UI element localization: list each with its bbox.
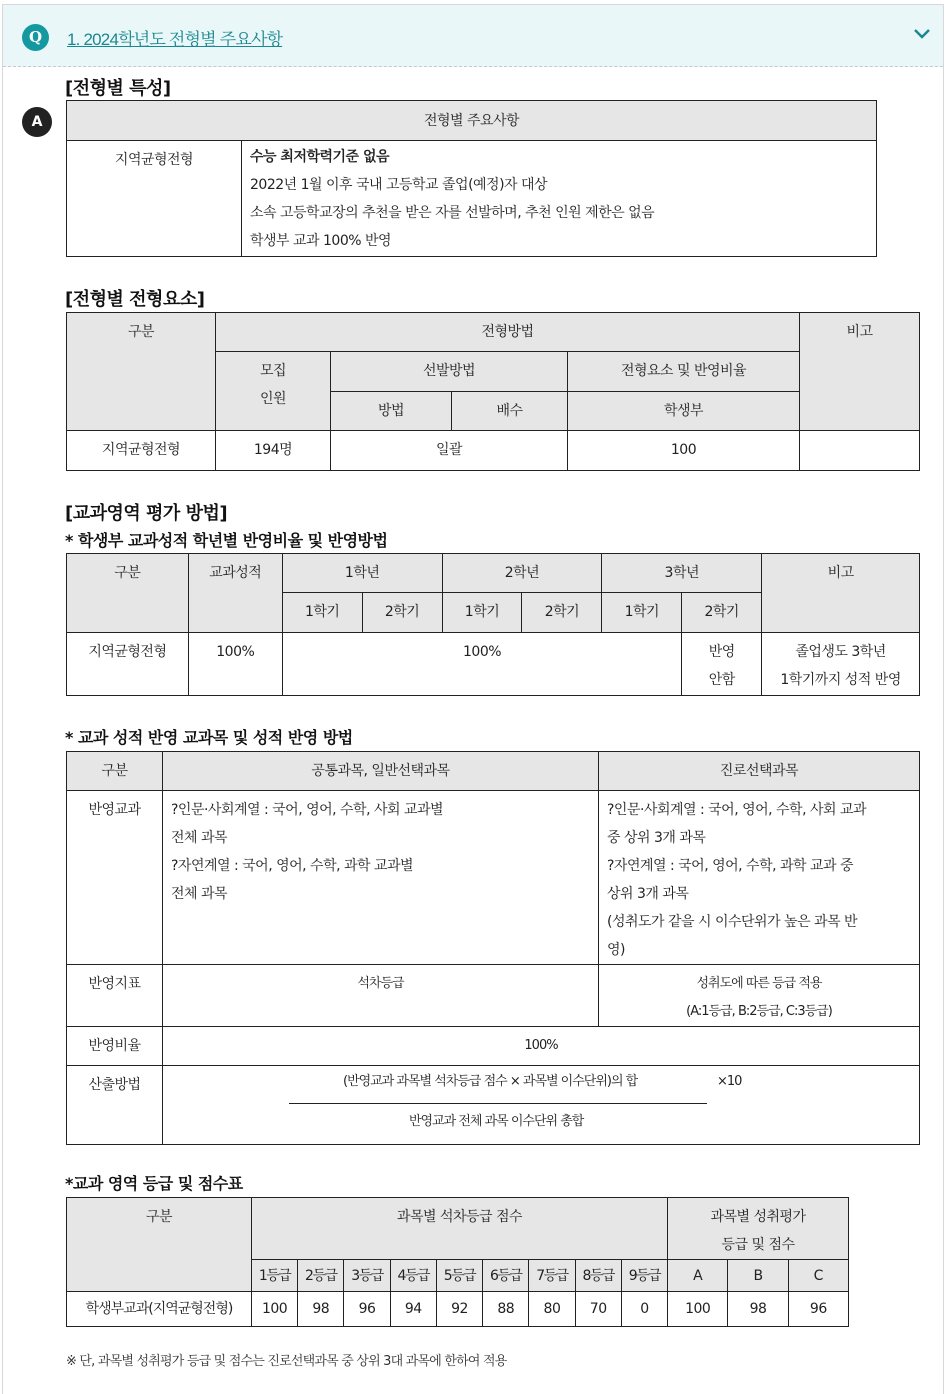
- content-line: 2022년 1월 이후 국내 고등학교 졸업(예정)자 대상: [250, 177, 548, 193]
- cell-score: 80: [529, 1292, 575, 1327]
- header-gubun: 구분: [67, 752, 163, 791]
- header-grade: 2등급: [298, 1260, 344, 1292]
- formula-denominator: 반영교과 전체 과목 이수단위 총합: [409, 1114, 584, 1129]
- yearly-ratio-table: [66, 553, 920, 696]
- header-note: 비고: [762, 554, 920, 633]
- subsection-title-subjects: * 교과 성적 반영 교과목 및 성적 반영 방법: [65, 728, 353, 747]
- cell-score: 92: [436, 1292, 482, 1327]
- header-term: 2학기: [682, 593, 762, 633]
- header-grade: 4등급: [390, 1260, 436, 1292]
- header-method: 전형방법: [216, 313, 800, 352]
- cell-achv-score: 100: [668, 1292, 728, 1327]
- content-line: 수능 최저학력기준 없음: [250, 149, 389, 165]
- header-grade: 1등급: [251, 1260, 297, 1292]
- header-grade: 5등급: [436, 1260, 482, 1292]
- score-table: [66, 1197, 849, 1327]
- header-record: 학생부: [568, 392, 800, 431]
- header-gubun: 구분: [67, 313, 216, 431]
- cell-record: 100: [568, 431, 800, 471]
- formula: [163, 1066, 919, 1136]
- elements-table: [66, 312, 920, 471]
- table-row: [67, 633, 920, 696]
- cell-note: [762, 633, 920, 696]
- header-grade: 7등급: [529, 1260, 575, 1292]
- header-common: 공통과목, 일반선택과목: [163, 752, 599, 791]
- header-recruit: [216, 352, 331, 431]
- formula-numerator: (반영교과 과목별 석차등급 점수 × 과목별 이수단위)의 합: [343, 1074, 638, 1089]
- header-line: 등급 및 점수: [721, 1237, 795, 1253]
- cell-common: 석차등급: [163, 965, 599, 1027]
- cell-label: 반영지표: [67, 965, 163, 1027]
- footnote: ※ 단, 과목별 성취평가 등급 및 점수는 진로선택과목 중 상위 3대 과목에 한하여 적용: [66, 1354, 507, 1369]
- subsection-title-yearly: * 학생부 교과성적 학년별 반영비율 및 반영방법: [65, 531, 388, 550]
- header-gubun: 구분: [67, 554, 189, 633]
- cell-score: 100: [251, 1292, 297, 1327]
- table-row-subjects: [67, 791, 920, 965]
- cell-line: 영): [607, 942, 625, 958]
- cell-label: 학생부교과(지역균형전형): [67, 1292, 252, 1327]
- cell-line: 상위 3개 과목: [607, 886, 689, 902]
- header-grades: 교과성적: [188, 554, 282, 633]
- cell-score: 0: [621, 1292, 667, 1327]
- faq-question-title[interactable]: 1. 2024학년도 전형별 주요사항: [67, 30, 283, 49]
- cell-score: 88: [483, 1292, 529, 1327]
- characteristics-table: [66, 100, 877, 257]
- header-term: 1학기: [282, 593, 362, 633]
- content-line: 학생부 교과 100% 반영: [250, 233, 392, 249]
- cell-line: 성취도에 따른 등급 적용: [696, 976, 822, 991]
- cell-label: 지역균형전형: [67, 431, 216, 471]
- cell-line: ?인문·사회계열 : 국어, 영어, 수학, 사회 교과별: [171, 802, 444, 818]
- header-recruit-line: 인원: [259, 391, 287, 407]
- header-year-1: 1학년: [282, 554, 442, 593]
- header-year-2: 2학년: [442, 554, 602, 593]
- table-row-formula: [67, 1066, 920, 1145]
- cell-line: (A:1등급, B:2등급, C:3등급): [686, 1004, 832, 1019]
- content-line: 소속 고등학교장의 추천을 받은 자를 선발하며, 추천 인원 제한은 없음: [250, 205, 655, 221]
- header-achv-grade: A: [668, 1260, 728, 1292]
- cell-line: 중 상위 3개 과목: [607, 830, 706, 846]
- a-badge-icon: A: [22, 107, 52, 137]
- header-grade: 6등급: [483, 1260, 529, 1292]
- header-term: 2학기: [522, 593, 602, 633]
- cell-score: 96: [344, 1292, 390, 1327]
- cell-career: [599, 791, 920, 965]
- header-gubun: 구분: [67, 1198, 252, 1292]
- header-ratio: 전형요소 및 반영비율: [568, 352, 800, 392]
- cell-achv-score: 98: [728, 1292, 788, 1327]
- cell-common: [163, 791, 599, 965]
- cell-line: ?인문·사회계열 : 국어, 영어, 수학, 사회 교과: [607, 802, 867, 818]
- chevron-down-icon[interactable]: [913, 27, 931, 41]
- cell-grades: 100%: [188, 633, 282, 696]
- table-row: [67, 431, 920, 471]
- cell-recruit: 194명: [216, 431, 331, 471]
- cell-line: (성취도가 같을 시 이수단위가 높은 과목 반: [607, 914, 858, 930]
- header-way: 방법: [331, 392, 452, 431]
- formula-multiplier: ×10: [717, 1074, 742, 1089]
- header-career: 진로선택과목: [599, 752, 920, 791]
- cell-reflected-terms: 100%: [282, 633, 682, 696]
- cell-score: 98: [298, 1292, 344, 1327]
- header-year-3: 3학년: [602, 554, 762, 593]
- header-recruit-line: 모집: [259, 363, 287, 379]
- header-selection: 선발방법: [331, 352, 568, 392]
- table-row-ratio: [67, 1027, 920, 1066]
- section-title-evaluation: [교과영역 평가 방법]: [65, 503, 228, 524]
- header-grade: 8등급: [575, 1260, 621, 1292]
- cell-line: 1학기까지 성적 반영: [780, 672, 901, 688]
- cell-achv-score: 96: [788, 1292, 848, 1327]
- subsection-title-score-table: *교과 영역 등급 및 점수표: [65, 1174, 243, 1193]
- cell-line: 반영: [708, 644, 735, 660]
- cell-last-term: [682, 633, 762, 696]
- table-row-index: [67, 965, 920, 1027]
- cell-label: 반영비율: [67, 1027, 163, 1066]
- cell-line: 전체 과목: [171, 886, 228, 902]
- row-label: 지역균형전형: [67, 141, 242, 257]
- header-grade: 3등급: [344, 1260, 390, 1292]
- table-row: [67, 1292, 849, 1327]
- cell-career: [599, 965, 920, 1027]
- header-grade: 9등급: [621, 1260, 667, 1292]
- cell-formula: [163, 1066, 920, 1145]
- q-badge-icon: Q: [22, 24, 49, 51]
- cell-score: 70: [575, 1292, 621, 1327]
- section-title-elements: [전형별 전형요소]: [65, 289, 205, 310]
- cell-line: ?자연계열 : 국어, 영어, 수학, 과학 교과별: [171, 858, 414, 874]
- header-term: 1학기: [442, 593, 522, 633]
- cell-ratio: 100%: [163, 1027, 920, 1066]
- cell-line: 전체 과목: [171, 830, 228, 846]
- fraction-bar: [289, 1103, 707, 1104]
- cell-label: 지역균형전형: [67, 633, 189, 696]
- table-header: 전형별 주요사항: [67, 101, 877, 141]
- header-term: 2학기: [362, 593, 442, 633]
- header-multiple: 배수: [452, 392, 568, 431]
- faq-question-toggle[interactable]: [3, 5, 943, 67]
- header-note: 비고: [800, 313, 920, 431]
- cell-line: 안함: [708, 672, 735, 688]
- cell-label: 반영교과: [67, 791, 163, 965]
- cell-selection: 일괄: [331, 431, 568, 471]
- header-rank: 과목별 석차등급 점수: [251, 1198, 667, 1260]
- section-title-characteristics: [전형별 특성]: [65, 78, 171, 99]
- cell-score: 94: [390, 1292, 436, 1327]
- cell-line: ?자연계열 : 국어, 영어, 수학, 과학 교과 중: [607, 858, 854, 874]
- cell-label: 산출방법: [67, 1066, 163, 1145]
- subjects-table: [66, 751, 920, 1145]
- header-achievement: [668, 1198, 849, 1260]
- characteristics-content: [242, 141, 877, 257]
- cell-note: [800, 431, 920, 471]
- cell-line: 졸업생도 3학년: [795, 644, 886, 660]
- header-line: 과목별 성취평가: [710, 1209, 806, 1225]
- header-achv-grade: B: [728, 1260, 788, 1292]
- header-term: 1학기: [602, 593, 682, 633]
- header-achv-grade: C: [788, 1260, 848, 1292]
